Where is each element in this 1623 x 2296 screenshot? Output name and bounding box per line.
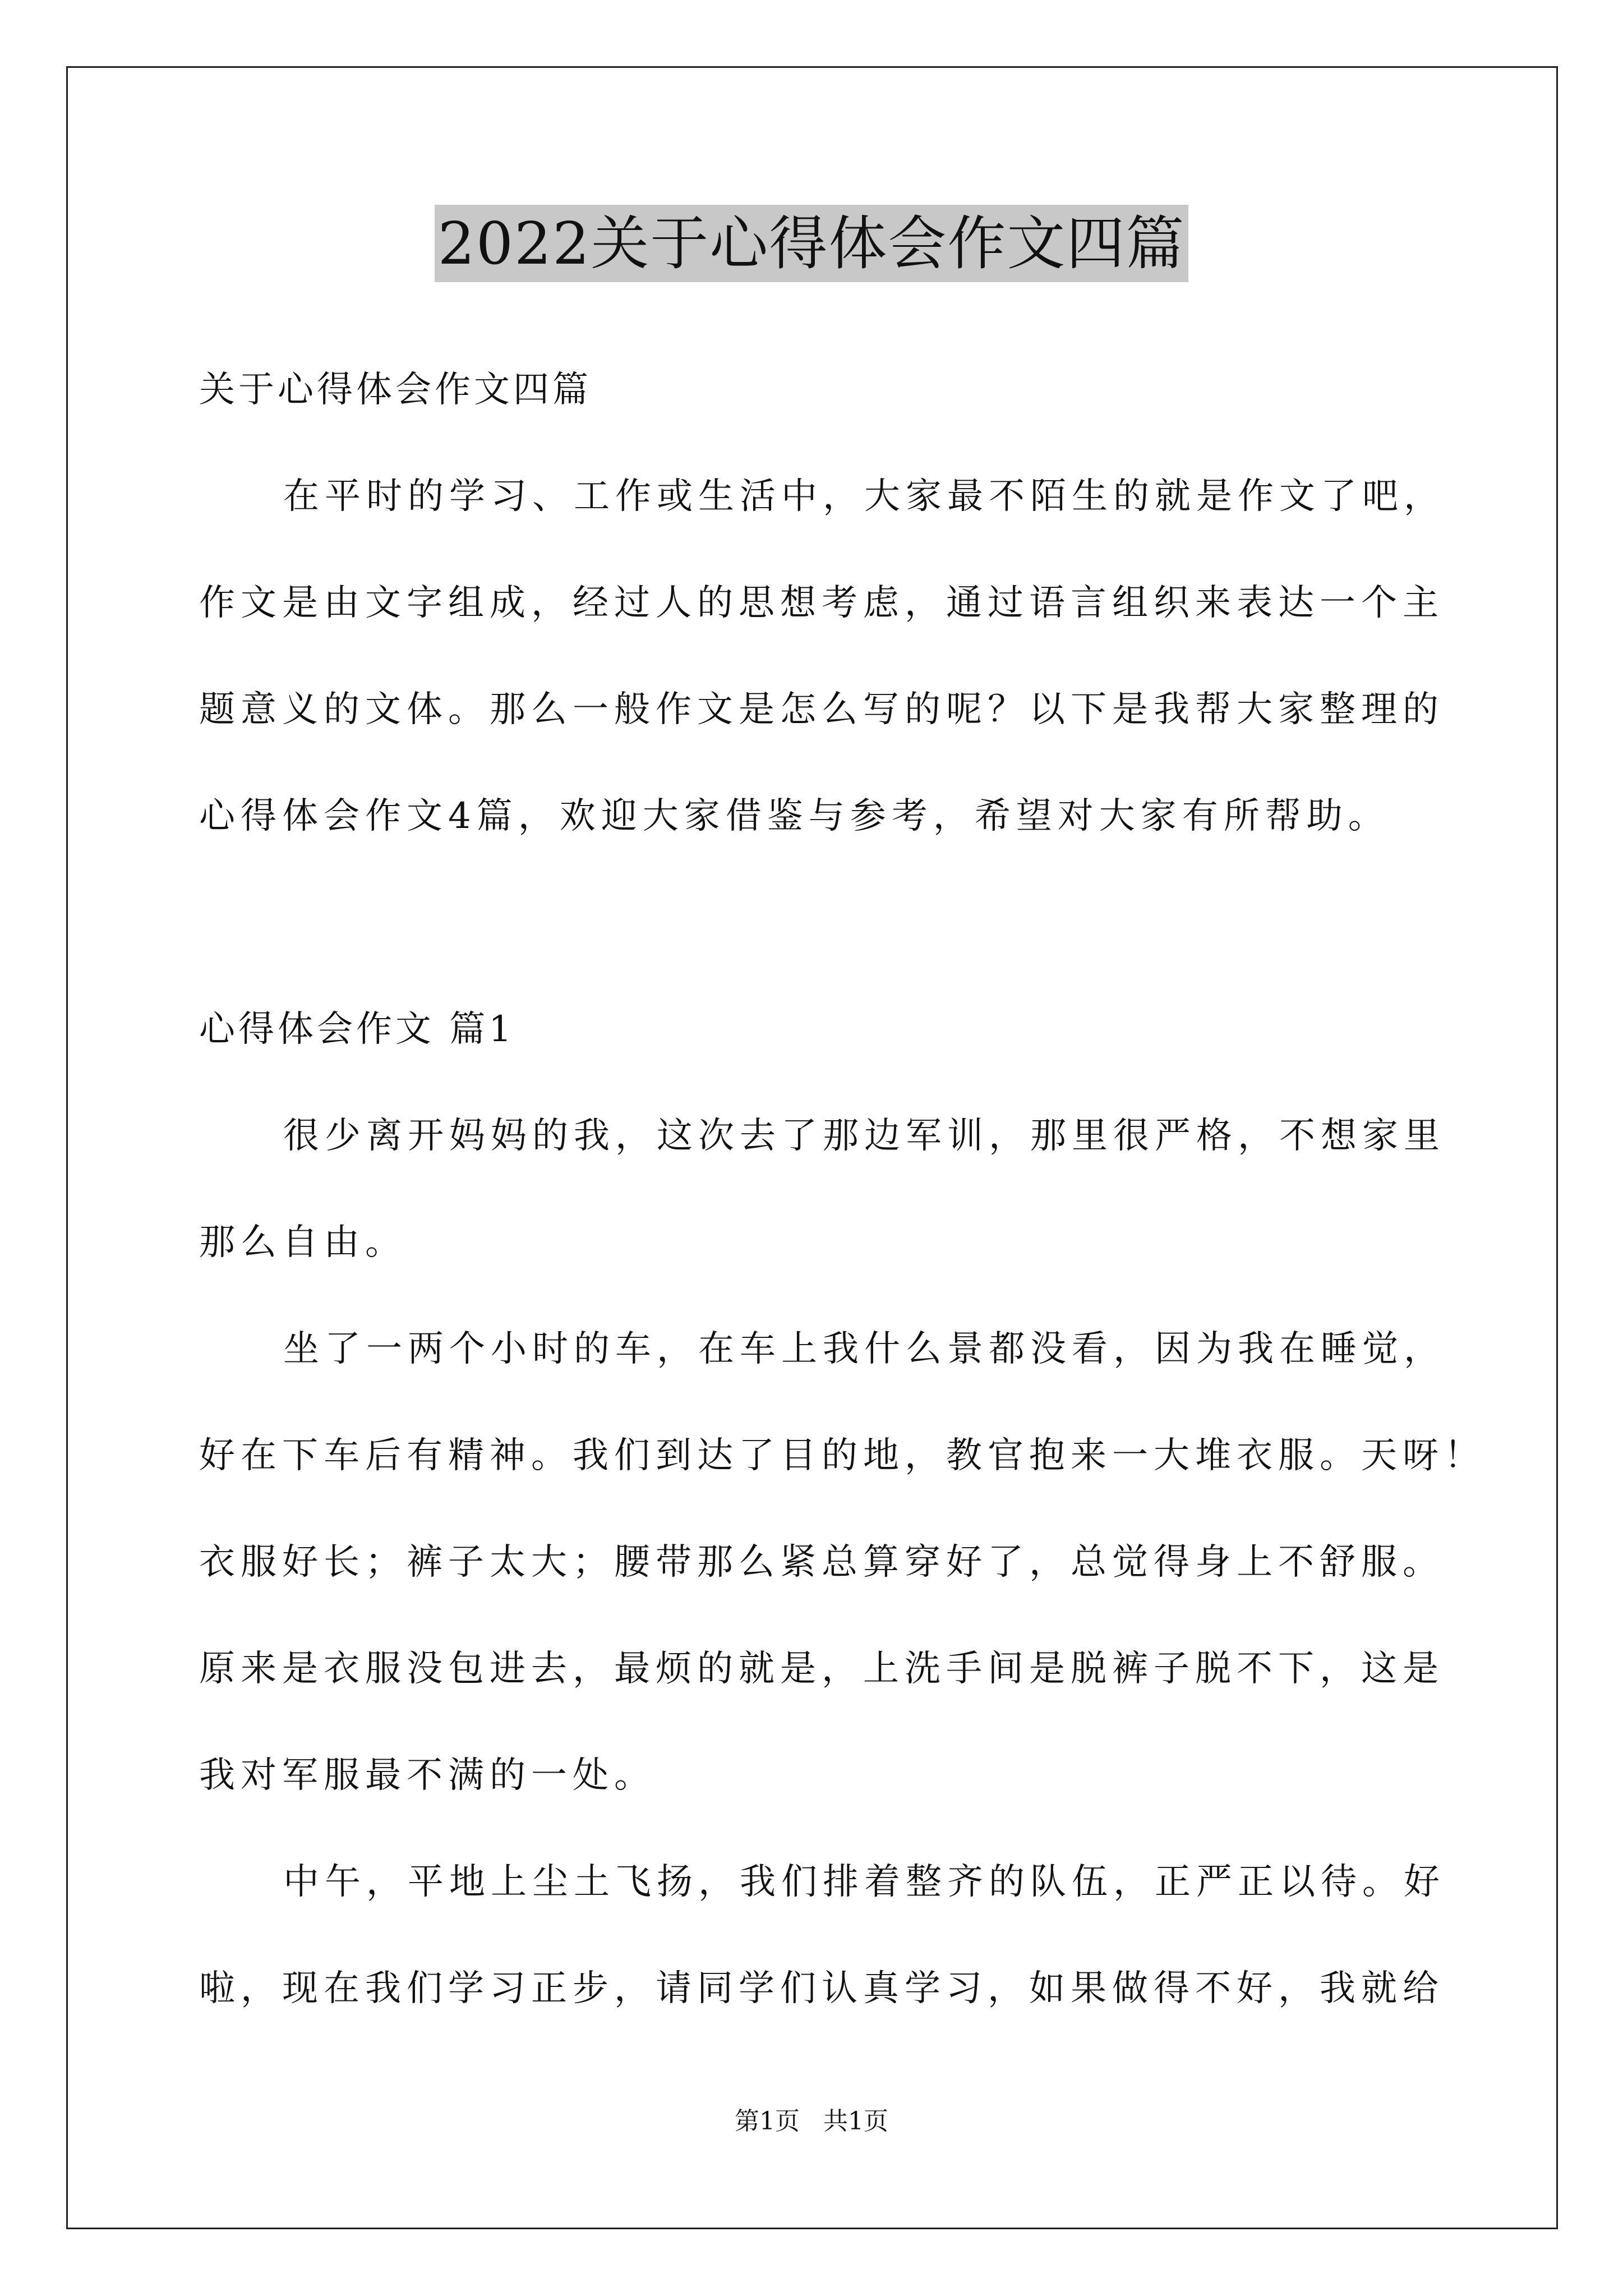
paragraph-line: 在平时的学习、工作或生活中，大家最不陌生的就是作文了吧， <box>283 476 1445 517</box>
paragraph-line: 坐了一两个小时的车，在车上我什么景都没看，因为我在睡觉， <box>283 1328 1445 1370</box>
paragraph-spacer <box>199 869 1455 976</box>
paragraph-line: 作文是由文字组成，经过人的思想考虑，通过语言组织来表达一个主 <box>199 582 1444 624</box>
paragraph-line: 原来是衣服没包进去，最烦的就是，上洗手间是脱裤子脱不下，这是 <box>199 1648 1444 1690</box>
section-heading: 心得体会作文 篇1 <box>199 1009 515 1050</box>
paragraph-line: 我对军服最不满的一处。 <box>199 1755 656 1796</box>
paragraph-line: 中午，平地上尘土飞扬，我们排着整齐的队伍，正严正以待。好 <box>283 1861 1445 1903</box>
title-area <box>0 205 1623 282</box>
intro-paragraph <box>199 443 1455 869</box>
paragraph-line: 衣服好长；裤子太大；腰带那么紧总算穿好了，总觉得身上不舒服。 <box>199 1542 1444 1583</box>
body-paragraph-1 <box>199 1083 1455 1296</box>
body-paragraph-3 <box>199 1829 1455 2042</box>
document-body <box>199 337 1486 2042</box>
body-paragraph-2 <box>199 1296 1486 1829</box>
paragraph-line: 好在下车后有精神。我们到达了目的地，教官抱来一大堆衣服。天呀！ <box>199 1435 1486 1476</box>
document-subtitle: 关于心得体会作文四篇 <box>199 369 592 411</box>
paragraph-line: 很少离开妈妈的我，这次去了那边军训，那里很严格，不想家里 <box>283 1115 1445 1157</box>
document-title: 2022关于心得体会作文四篇 <box>435 205 1189 282</box>
paragraph-line: 心得体会作文4篇，欢迎大家借鉴与参考，希望对大家有所帮助。 <box>199 795 1390 837</box>
paragraph-line: 那么自由。 <box>199 1222 407 1263</box>
paragraph-line: 啦，现在我们学习正步，请同学们认真学习，如果做得不好，我就给 <box>199 1968 1444 2009</box>
paragraph-line: 题意义的文体。那么一般作文是怎么写的呢？以下是我帮大家整理的 <box>199 689 1444 730</box>
page-footer: 第1页 共1页 <box>735 2107 888 2136</box>
